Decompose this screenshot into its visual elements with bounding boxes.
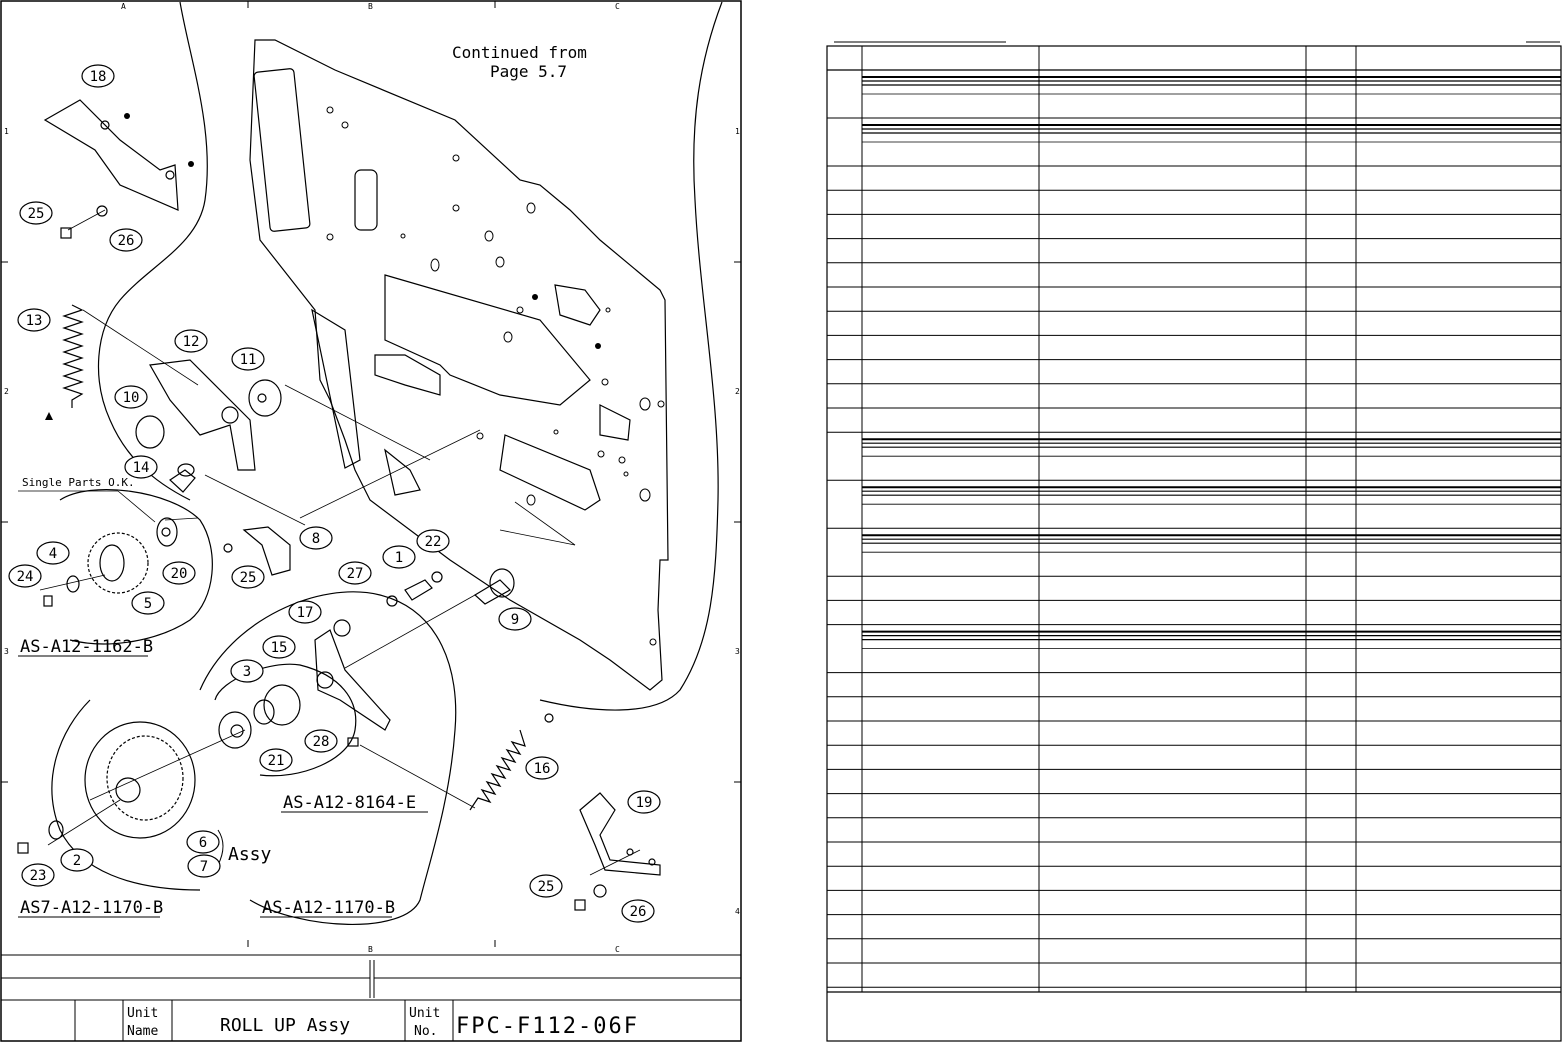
callout-26 bbox=[622, 900, 654, 922]
unit-no-value: FPC-F112-06F bbox=[456, 1014, 639, 1039]
callout-number: 28 bbox=[312, 734, 330, 750]
assembly-label-4 bbox=[260, 898, 395, 918]
callout-number: 8 bbox=[311, 531, 321, 547]
callout-16 bbox=[526, 757, 558, 779]
callout-11 bbox=[232, 348, 264, 370]
grid-row-2-right: 2 bbox=[735, 387, 740, 396]
callout-number: 25 bbox=[537, 879, 555, 895]
grid-row-1: 1 bbox=[4, 127, 9, 136]
grid-col-a: A bbox=[121, 2, 126, 11]
callout-20 bbox=[163, 562, 195, 584]
grid-col-c-bottom: C bbox=[615, 945, 620, 954]
callout-23 bbox=[22, 864, 54, 886]
callout-1 bbox=[383, 546, 415, 568]
callout-number: 16 bbox=[533, 761, 551, 777]
assembly-number: AS-A12-8164-E bbox=[283, 793, 417, 813]
callout-number: 25 bbox=[239, 570, 257, 586]
unit-name-label-1: Unit bbox=[127, 1006, 159, 1021]
grid-col-b: B bbox=[368, 2, 373, 11]
grid-row-3: 3 bbox=[4, 647, 9, 656]
callout-number: 3 bbox=[242, 664, 252, 680]
continued-from-text-1: Continued from bbox=[452, 43, 587, 62]
assembly-number: AS7-A12-1170-B bbox=[20, 898, 164, 918]
callout-19 bbox=[628, 791, 660, 813]
callout-21 bbox=[260, 749, 292, 771]
callout-number: 19 bbox=[635, 795, 653, 811]
unit-no-label-1: Unit bbox=[409, 1006, 441, 1021]
callout-7 bbox=[188, 855, 220, 877]
grid-col-c: C bbox=[615, 2, 620, 11]
callout-25 bbox=[530, 875, 562, 897]
assembly-labels bbox=[18, 637, 428, 918]
callout-number: 26 bbox=[117, 233, 135, 249]
grid-row-2: 2 bbox=[4, 387, 9, 396]
callout-number: 9 bbox=[510, 612, 520, 628]
callout-12 bbox=[175, 330, 207, 352]
grid-col-b-bottom: B bbox=[368, 945, 373, 954]
assy-label: Assy bbox=[228, 844, 272, 865]
callout-9 bbox=[499, 608, 531, 630]
callout-number: 13 bbox=[25, 313, 43, 329]
callout-number: 2 bbox=[72, 853, 82, 869]
callout-2 bbox=[61, 849, 93, 871]
callout-26 bbox=[110, 229, 142, 251]
callout-number: 23 bbox=[29, 868, 47, 884]
callout-28 bbox=[305, 730, 337, 752]
callout-22 bbox=[417, 530, 449, 552]
assembly-label-1 bbox=[18, 637, 153, 657]
continued-from-text-2: Page 5.7 bbox=[490, 62, 568, 81]
grid-row-1-right: 1 bbox=[735, 127, 740, 136]
grid-row-3-right: 3 bbox=[735, 647, 740, 656]
callout-number: 22 bbox=[424, 534, 442, 550]
assembly-number: AS-A12-1170-B bbox=[262, 898, 396, 918]
callout-number: 18 bbox=[89, 69, 107, 85]
callout-number: 11 bbox=[239, 352, 257, 368]
callout-4 bbox=[37, 542, 69, 564]
callout-number: 12 bbox=[182, 334, 200, 350]
callout-number: 15 bbox=[270, 640, 288, 656]
callout-number: 14 bbox=[132, 460, 150, 476]
assembly-label-2 bbox=[281, 793, 428, 813]
callout-6 bbox=[187, 831, 219, 853]
callout-17 bbox=[289, 601, 321, 623]
grid-row-4-right: 4 bbox=[735, 907, 740, 916]
callout-25 bbox=[232, 566, 264, 588]
callout-13 bbox=[18, 309, 50, 331]
callout-18 bbox=[82, 65, 114, 87]
callout-number: 4 bbox=[48, 546, 58, 562]
callout-number: 25 bbox=[27, 206, 45, 222]
roll-up-plate bbox=[250, 40, 668, 690]
callout-number: 24 bbox=[16, 569, 34, 585]
callout-27 bbox=[339, 562, 371, 584]
callout-15 bbox=[263, 636, 295, 658]
callout-10 bbox=[115, 386, 147, 408]
assembly-label-3 bbox=[18, 898, 163, 918]
exploded-drawing bbox=[0, 0, 745, 1043]
callout-5 bbox=[132, 592, 164, 614]
callout-14 bbox=[125, 456, 157, 478]
callout-number: 10 bbox=[122, 390, 140, 406]
callout-25 bbox=[20, 202, 52, 224]
callout-8 bbox=[300, 527, 332, 549]
unit-name-value: ROLL UP Assy bbox=[220, 1015, 351, 1036]
callout-number: 7 bbox=[199, 859, 209, 875]
callout-number: 20 bbox=[170, 566, 188, 582]
callout-24 bbox=[9, 565, 41, 587]
callout-number: 5 bbox=[143, 596, 153, 612]
single-parts-note: Single Parts O.K. bbox=[22, 476, 135, 489]
callout-number: 21 bbox=[267, 753, 285, 769]
unit-name-label-2: Name bbox=[127, 1024, 159, 1039]
parts-list-table bbox=[826, 40, 1562, 1042]
callout-number: 1 bbox=[394, 550, 404, 566]
assembly-number: AS-A12-1162-B bbox=[20, 637, 154, 657]
unit-no-label-2: No. bbox=[414, 1024, 438, 1039]
callout-3 bbox=[231, 660, 263, 682]
callout-number: 27 bbox=[346, 566, 364, 582]
callout-number: 6 bbox=[198, 835, 208, 851]
callout-number: 17 bbox=[296, 605, 314, 621]
callout-number: 26 bbox=[629, 904, 647, 920]
